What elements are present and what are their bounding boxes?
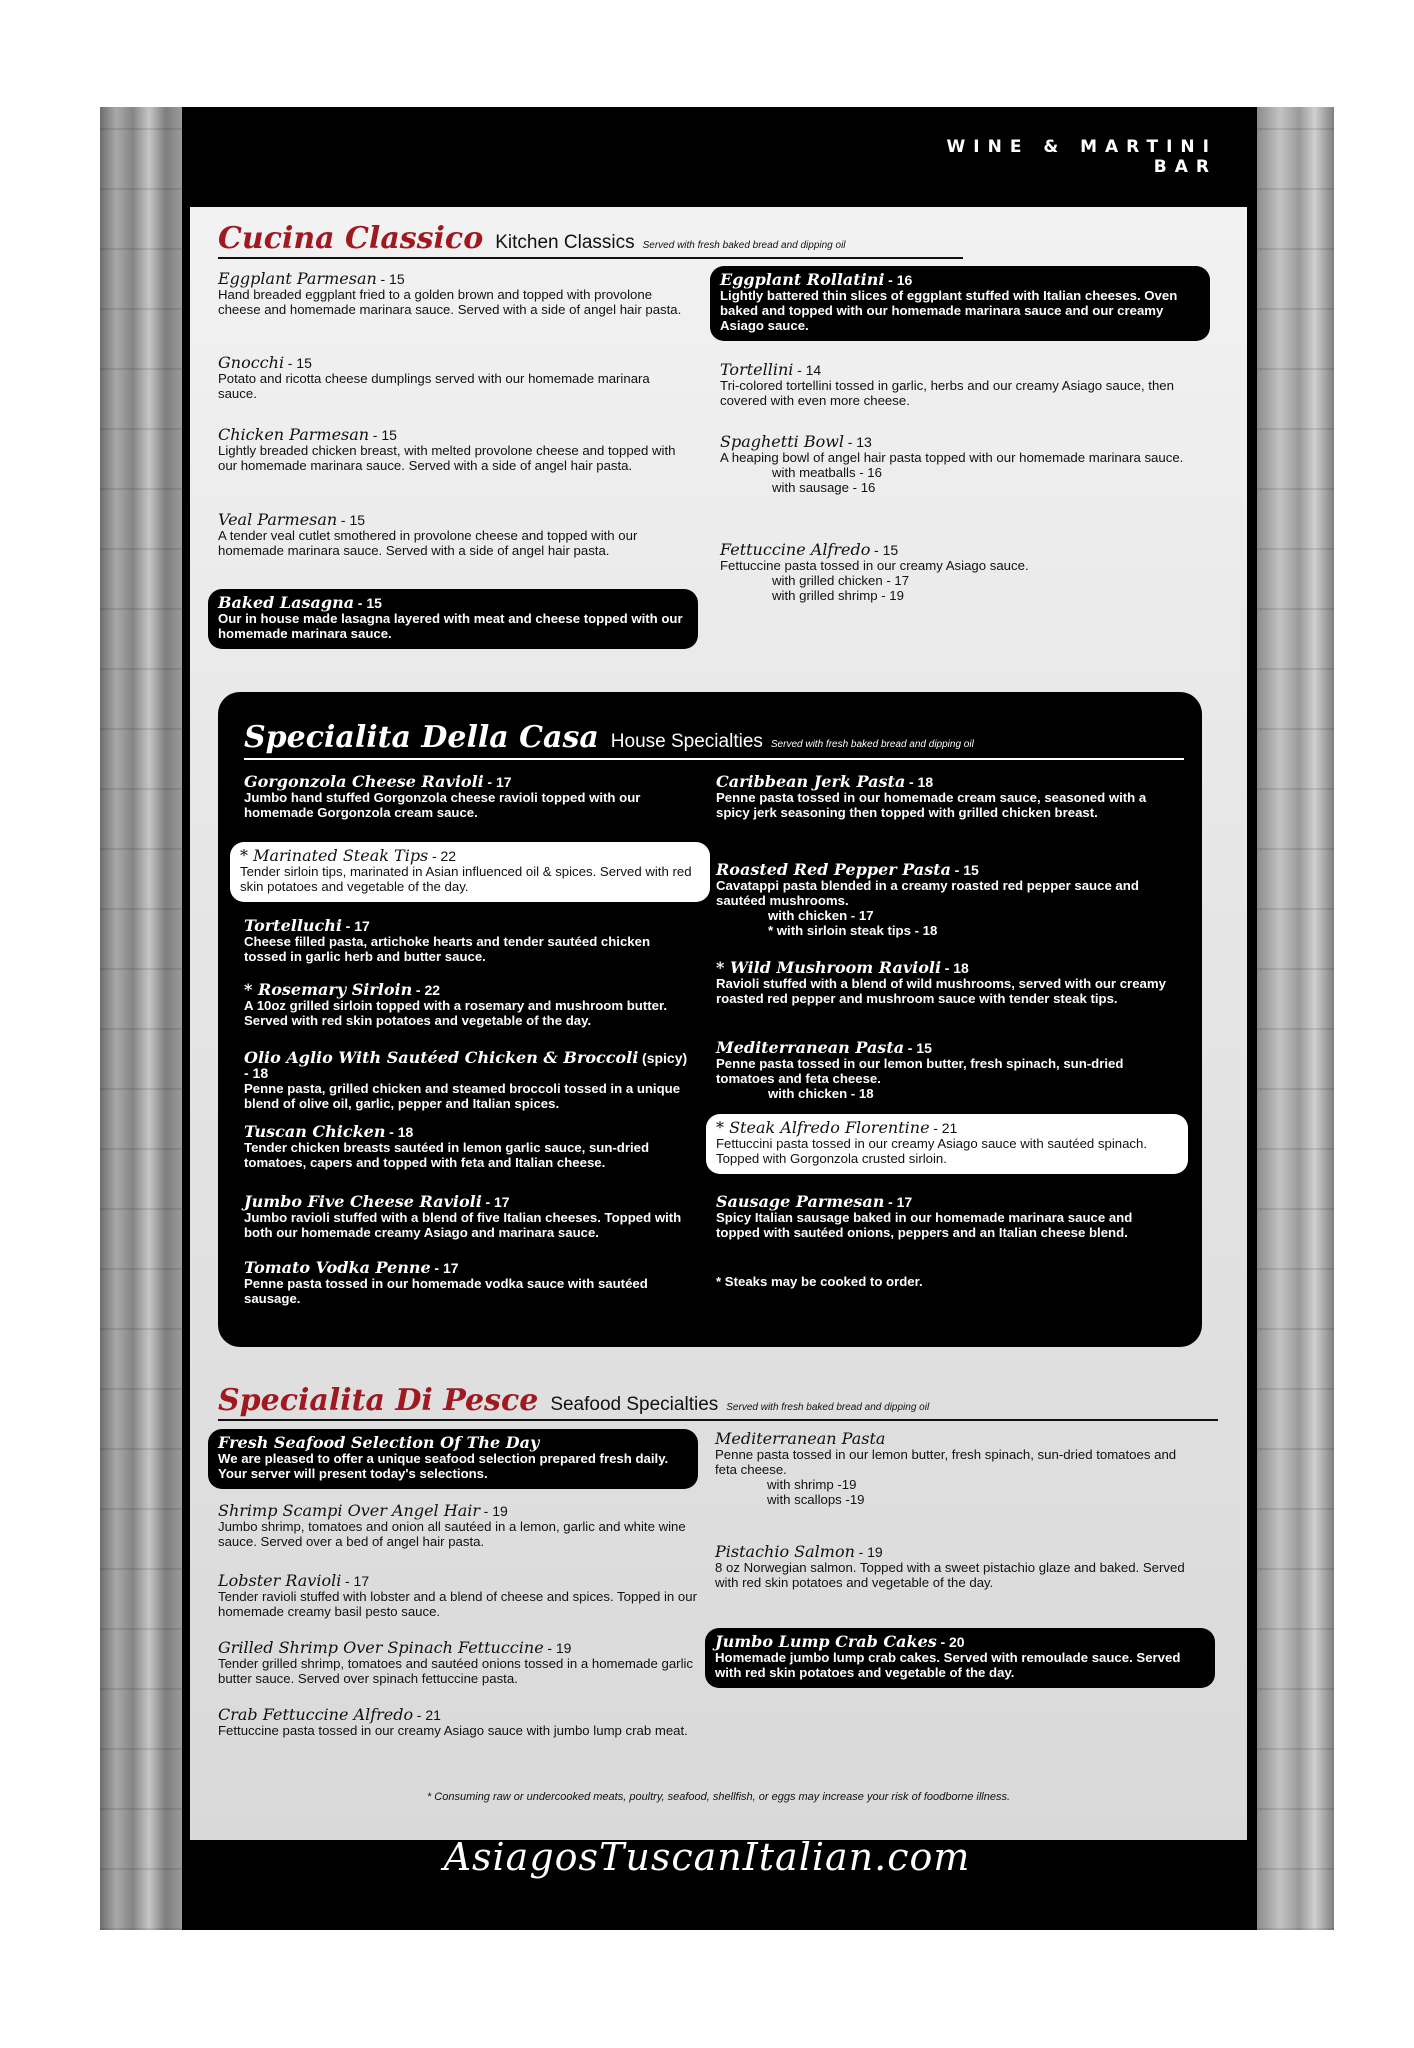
item-desc: Tender chicken breasts sautéed in lemon garlic sauce, sun-dried tomatoes, capers and topped with feta and Italian cheese.: [244, 1140, 650, 1170]
menu-item: [218, 427, 688, 473]
item-option: * with sirloin steak tips - 18: [768, 923, 938, 938]
item-option: with scallops -19: [767, 1492, 865, 1507]
item-name: Jumbo Five Cheese Ravioli: [244, 1192, 482, 1211]
item-name: Tortellini: [720, 360, 794, 379]
menu-item: [715, 1431, 1195, 1507]
item-option: with meatballs - 16: [772, 465, 882, 480]
item-price: - 18: [389, 1124, 414, 1140]
menu-item: [218, 271, 688, 317]
menu-item: [218, 355, 658, 401]
section-note: Served with fresh baked bread and dipping oil: [726, 1402, 930, 1413]
brand-header: [947, 137, 1217, 177]
item-name: Olio Aglio With Sautéed Chicken & Broccoli: [244, 1048, 639, 1067]
item-desc: 8 oz Norwegian salmon. Topped with a sweet pistachio glaze and baked. Served with red skin potatoes and vegetable of the day.: [715, 1560, 1185, 1590]
item-price: - 21: [416, 1707, 441, 1723]
item-name: Sausage Parmesan: [716, 1192, 885, 1211]
section-rule: [244, 758, 1184, 760]
menu-item: [244, 1194, 694, 1240]
section-title-pesce: [218, 1383, 929, 1418]
house-specialties-box: [218, 692, 1202, 1347]
item-name: Tuscan Chicken: [244, 1122, 386, 1141]
item-desc: We are pleased to offer a unique seafood selection prepared fresh daily. Your server will present today's selections.: [218, 1451, 669, 1481]
item-price: - 17: [485, 1194, 510, 1210]
item-name: Shrimp Scampi Over Angel Hair: [218, 1501, 480, 1520]
menu-item: [244, 1124, 694, 1170]
item-desc: Our in house made lasagna layered with meat and cheese topped with our homemade marinara sauce.: [218, 611, 683, 641]
menu-item: [244, 1050, 694, 1111]
item-name: * Wild Mushroom Ravioli: [716, 958, 942, 977]
menu-item: [218, 1573, 698, 1619]
item-price: - 17: [888, 1194, 913, 1210]
item-price: - 15: [340, 512, 366, 528]
menu-item: [720, 542, 1195, 603]
item-name: Jumbo Lump Crab Cakes: [715, 1632, 937, 1651]
menu-item: [716, 960, 1176, 1006]
item-option: with shrimp -19: [767, 1477, 857, 1492]
menu-item-highlight: [706, 1114, 1188, 1174]
section-title-italian: Specialita Di Pesce: [218, 1383, 539, 1418]
item-desc: Penne pasta tossed in our lemon butter, fresh spinach, sun-dried tomatoes and feta cheese.: [715, 1447, 1177, 1477]
brand-line-1: WINE & MARTINI: [946, 137, 1217, 157]
menu-item-highlight: [208, 589, 698, 649]
item-price: - 22: [431, 848, 457, 864]
item-price: - 17: [434, 1260, 459, 1276]
item-name: Roasted Red Pepper Pasta: [716, 860, 951, 879]
item-desc: Fettuccini pasta tossed in our creamy Asiago sauce with sautéed spinach. Topped with Gorgonzola crusted sirloin.: [716, 1136, 1148, 1166]
menu-item: [244, 774, 694, 820]
item-desc: Penne pasta, grilled chicken and steamed broccoli tossed in a unique blend of olive oil, garlic, pepper and Italian spices.: [244, 1081, 681, 1111]
item-name: Crab Fettuccine Alfredo: [218, 1705, 414, 1724]
item-name: Grilled Shrimp Over Spinach Fettuccine: [218, 1638, 544, 1657]
item-option: with sausage - 16: [772, 480, 876, 495]
item-price: - 19: [547, 1640, 572, 1656]
item-desc: Jumbo hand stuffed Gorgonzola cheese ravioli topped with our homemade Gorgonzola cream sauce.: [244, 790, 641, 820]
item-desc: Jumbo ravioli stuffed with a blend of five Italian cheeses. Topped with both our homemade creamy Asiago and marinara sauce.: [244, 1210, 682, 1240]
item-desc: A tender veal cutlet smothered in provolone cheese and topped with our homemade marinara sauce. Served with a side of angel hair pasta.: [218, 528, 638, 558]
background-photo-left: [100, 107, 182, 1930]
item-name: Fresh Seafood Selection Of The Day: [218, 1433, 540, 1452]
item-price: - 13: [847, 434, 872, 450]
item-price: - 18: [944, 960, 969, 976]
section-title-italian: Specialita Della Casa: [244, 720, 599, 755]
item-desc: Lightly breaded chicken breast, with melted provolone cheese and topped with our homemade marinara sauce. Served with a side of angel hair pasta.: [218, 443, 676, 473]
background-photo-right: [1257, 107, 1334, 1930]
menu-item: [244, 1260, 694, 1306]
menu-item-highlight: [208, 1429, 698, 1489]
item-price: - 15: [287, 355, 312, 371]
item-price: - 15: [372, 427, 397, 443]
menu-item: [244, 982, 694, 1028]
item-price: - 21: [933, 1120, 958, 1136]
item-price: - 15: [874, 542, 899, 558]
item-desc: Tender grilled shrimp, tomatoes and sautéed onions tossed in a homemade garlic butter sauce. Served over spinach fettuccine pasta.: [218, 1656, 694, 1686]
menu-item: [244, 918, 694, 964]
item-name: * Marinated Steak Tips: [240, 846, 429, 865]
item-desc: Tri-colored tortellini tossed in garlic, herbs and our creamy Asiago sauce, then covered with even more cheese.: [720, 378, 1174, 408]
item-price: - 17: [345, 1573, 370, 1589]
item-price: - 18: [908, 774, 934, 790]
item-price: (spicy) - 18: [244, 1050, 688, 1081]
section-title-cucina: [218, 221, 846, 256]
food-safety-disclaimer: * Consuming raw or undercooked meats, poultry, seafood, shellfish, or eggs may increase your risk of foodborne illness.: [426, 1791, 1011, 1803]
section-title-italian: Cucina Classico: [218, 221, 484, 256]
item-option: with grilled shrimp - 19: [772, 588, 904, 603]
section-title-english: House Specialties: [610, 731, 763, 752]
item-name: Lobster Ravioli: [218, 1571, 342, 1590]
item-desc: Jumbo shrimp, tomatoes and onion all sautéed in a lemon, garlic and white wine sauce. Served over a bed of angel hair pasta.: [218, 1519, 686, 1549]
menu-item: [218, 512, 688, 558]
menu-item: [716, 1194, 1176, 1240]
menu-item: [218, 1707, 688, 1738]
item-name: Spaghetti Bowl: [720, 432, 845, 451]
item-name: Tomato Vodka Penne: [244, 1258, 431, 1277]
item-desc: Fettuccine pasta tossed in our creamy Asiago sauce with jumbo lump crab meat.: [218, 1723, 688, 1738]
section-note: Served with fresh baked bread and dipping oil: [642, 240, 846, 251]
menu-item-highlight: [710, 266, 1210, 341]
item-price: - 16: [888, 272, 913, 288]
item-desc: Homemade jumbo lump crab cakes. Served with remoulade sauce. Served with red skin potatoes and vegetable of the day.: [715, 1650, 1181, 1680]
menu-item: [720, 434, 1195, 495]
section-rule: [218, 1419, 1218, 1421]
item-desc: Penne pasta tossed in our homemade vodka sauce with sautéed sausage.: [244, 1276, 648, 1306]
item-desc: Cheese filled pasta, artichoke hearts and tender sautéed chicken tossed in garlic herb and butter sauce.: [244, 934, 651, 964]
item-name: Mediterranean Pasta: [715, 1429, 886, 1448]
item-price: - 17: [487, 774, 512, 790]
item-price: - 15: [954, 862, 979, 878]
item-desc: A 10oz grilled sirloin topped with a rosemary and mushroom butter. Served with red skin potatoes and vegetable of the day.: [244, 998, 668, 1028]
section-title-casa: [244, 720, 974, 755]
item-name: Veal Parmesan: [218, 510, 338, 529]
item-name: Chicken Parmesan: [218, 425, 370, 444]
section-title-english: Seafood Specialties: [550, 1394, 719, 1415]
item-desc: Tender ravioli stuffed with lobster and a blend of cheese and spices. Topped in our homemade creamy basil pesto sauce.: [218, 1589, 697, 1619]
item-desc: Hand breaded eggplant fried to a golden brown and topped with provolone cheese and homemade marinara sauce. Served with a side of angel hair pasta.: [218, 287, 682, 317]
item-price: - 15: [357, 595, 382, 611]
item-desc: Fettuccine pasta tossed in our creamy Asiago sauce.: [720, 558, 1029, 573]
item-name: Mediterranean Pasta: [716, 1038, 905, 1057]
item-name: Gorgonzola Cheese Ravioli: [244, 772, 484, 791]
item-name: * Rosemary Sirloin: [244, 980, 413, 999]
item-option: with chicken - 17: [768, 908, 874, 923]
item-desc: Spicy Italian sausage baked in our homemade marinara sauce and topped with sautéed onions, peppers and an Italian cheese blend.: [716, 1210, 1133, 1240]
section-note: Served with fresh baked bread and dipping oil: [770, 739, 974, 750]
item-name: * Steak Alfredo Florentine: [716, 1118, 930, 1137]
steak-note-text: * Steaks may be cooked to order.: [716, 1274, 923, 1289]
brand-line-2: BAR: [1153, 157, 1217, 177]
menu-item: [716, 862, 1176, 938]
item-price: - 15: [380, 271, 405, 287]
item-desc: Lightly battered thin slices of eggplant stuffed with Italian cheeses. Oven baked and topped with our homemade marinara sauce and our creamy Asiago sauce.: [720, 288, 1178, 333]
menu-item: [715, 1544, 1195, 1590]
item-name: Caribbean Jerk Pasta: [716, 772, 906, 791]
item-desc: Penne pasta tossed in our homemade cream sauce, seasoned with a spicy jerk seasoning then topped with grilled chicken breast.: [716, 790, 1147, 820]
item-price: - 19: [858, 1544, 883, 1560]
item-name: Eggplant Rollatini: [720, 270, 885, 289]
item-desc: Cavatappi pasta blended in a creamy roasted red pepper sauce and sautéed mushrooms.: [716, 878, 1139, 908]
item-option: with grilled chicken - 17: [772, 573, 910, 588]
item-price: - 15: [907, 1040, 932, 1056]
menu-item: [716, 1040, 1176, 1101]
steak-note: [716, 1274, 1176, 1289]
menu-item: [720, 362, 1195, 408]
section-title-english: Kitchen Classics: [495, 232, 635, 253]
item-price: - 19: [483, 1503, 508, 1519]
website-footer: AsiagosTuscanItalian.com: [443, 1835, 971, 1879]
item-name: Tortelluchi: [244, 916, 342, 935]
item-desc: Potato and ricotta cheese dumplings served with our homemade marinara sauce.: [218, 371, 650, 401]
menu-item: [218, 1640, 698, 1686]
menu-item: [716, 774, 1176, 820]
item-name: Gnocchi: [218, 353, 285, 372]
menu-item-highlight: [705, 1628, 1215, 1688]
item-name: Eggplant Parmesan: [218, 269, 377, 288]
item-desc: Tender sirloin tips, marinated in Asian influenced oil & spices. Served with red skin potatoes and vegetable of the day.: [240, 864, 692, 894]
item-name: Baked Lasagna: [218, 593, 355, 612]
item-name: Pistachio Salmon: [715, 1542, 855, 1561]
menu-item-highlight: [230, 842, 710, 902]
item-desc: Ravioli stuffed with a blend of wild mushrooms, served with our creamy roasted red pepper and mushroom sauce with tender steak tips.: [716, 976, 1166, 1006]
item-price: - 17: [345, 918, 370, 934]
item-option: with chicken - 18: [768, 1086, 874, 1101]
item-name: Fettuccine Alfredo: [720, 540, 871, 559]
menu-item: [218, 1503, 698, 1549]
item-desc: A heaping bowl of angel hair pasta topped with our homemade marinara sauce.: [720, 450, 1184, 465]
item-desc: Penne pasta tossed in our lemon butter, fresh spinach, sun-dried tomatoes and feta cheese.: [716, 1056, 1124, 1086]
section-rule: [218, 257, 963, 259]
item-price: - 22: [415, 982, 441, 998]
item-price: - 20: [940, 1634, 965, 1650]
item-price: - 14: [797, 362, 822, 378]
